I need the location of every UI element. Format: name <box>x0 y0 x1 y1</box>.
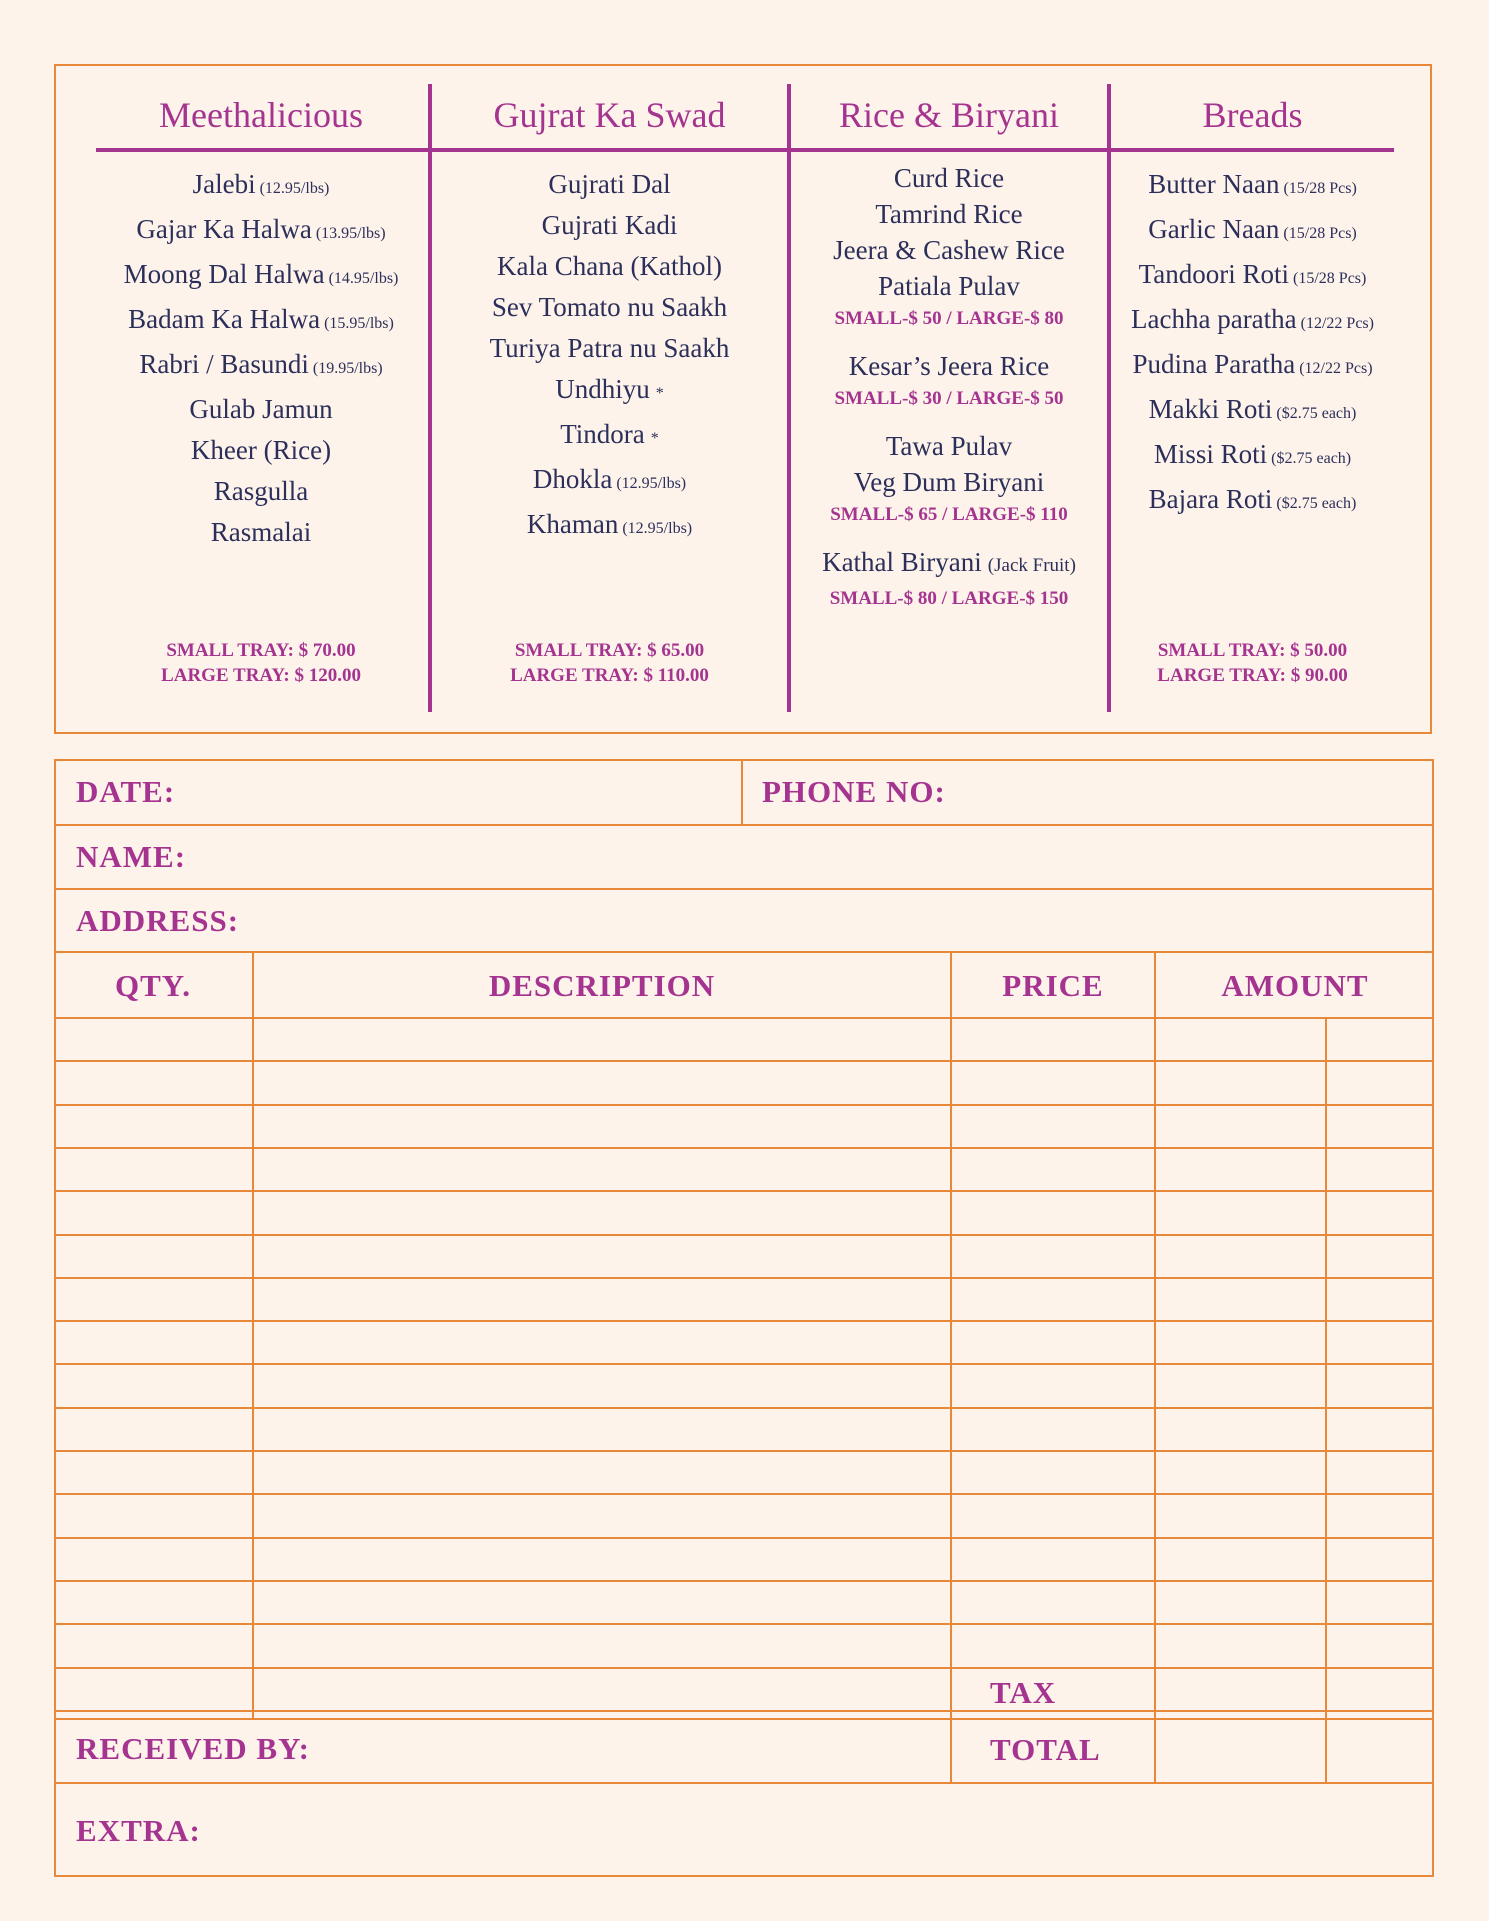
table-row-rule <box>54 1493 1434 1495</box>
menu-item <box>791 428 1107 464</box>
menu-item-name: Butter Naan <box>1148 169 1280 199</box>
menu-item-note: (19.95/lbs) <box>312 360 383 377</box>
small-tray-price: SMALL TRAY: $ 50.00 <box>1157 640 1348 661</box>
table-row-rule <box>54 1104 1434 1106</box>
column-title: Meethalicious <box>159 95 363 135</box>
menu-item-name: Gulab Jamun <box>189 394 333 424</box>
table-row-rule <box>54 1277 1434 1279</box>
large-tray-price: LARGE TRAY: $ 90.00 <box>1157 665 1348 686</box>
qty-divider <box>252 951 254 1719</box>
menu-item <box>1111 389 1394 434</box>
menu-item-name: Badam Ka Halwa <box>128 304 321 334</box>
table-row-rule <box>54 1580 1434 1582</box>
menu-item-name: Tandoori Roti <box>1138 259 1290 289</box>
menu-item <box>96 209 426 254</box>
table-row-rule <box>54 1407 1434 1409</box>
menu-item-name: Lachha paratha <box>1131 304 1297 334</box>
column-title: Rice & Biryani <box>839 95 1059 135</box>
menu-item <box>1111 164 1394 209</box>
gujrat-column <box>432 86 787 549</box>
menu-item-name: Curd Rice <box>893 163 1005 193</box>
price-divider <box>950 951 952 1783</box>
menu-item <box>96 254 426 299</box>
group-gap <box>791 530 1107 544</box>
menu-item-name: Khaman <box>526 509 619 539</box>
form-rule <box>54 824 1434 826</box>
description-header: DESCRIPTION <box>488 968 716 1003</box>
menu-item-name: Jalebi <box>192 169 256 199</box>
address-label: ADDRESS: <box>76 903 240 938</box>
menu-item-note: (Jack Fruit) <box>987 555 1076 576</box>
name-label: NAME: <box>76 839 187 874</box>
menu-item <box>1111 209 1394 254</box>
menu-item-note: (14.95/lbs) <box>328 270 399 287</box>
menu-item <box>96 299 426 344</box>
table-row-rule <box>54 1450 1434 1452</box>
item-list <box>96 164 426 553</box>
menu-item-name: Kala Chana (Kathol) <box>497 251 722 281</box>
date-label: DATE: <box>76 774 176 809</box>
menu-item-name: Gujrati Dal <box>548 169 671 199</box>
item-list <box>791 160 1107 614</box>
rice-column <box>791 86 1107 614</box>
meethalicious-column <box>96 86 426 553</box>
menu-item <box>1111 434 1394 479</box>
group-price: SMALL-$ 50 / LARGE-$ 80 <box>834 308 1064 329</box>
menu-item-name: Pudina Paratha <box>1132 349 1296 379</box>
group-gap <box>791 414 1107 428</box>
menu-item <box>791 160 1107 196</box>
menu-item-note: (12/22 Pcs) <box>1299 360 1373 377</box>
menu-item <box>96 512 426 553</box>
large-tray-price: LARGE TRAY: $ 120.00 <box>161 665 361 686</box>
menu-item-note: (15/28 Pcs) <box>1293 270 1367 287</box>
form-divider <box>741 759 743 825</box>
menu-item-note: (12.95/lbs) <box>622 520 693 537</box>
menu-item <box>432 504 787 549</box>
small-tray-price: SMALL TRAY: $ 70.00 <box>166 640 356 661</box>
amount-header: AMOUNT <box>1221 968 1369 1003</box>
menu-item-note: (12.95/lbs) <box>259 180 330 197</box>
menu-item <box>1111 254 1394 299</box>
menu-item-name: Rasmalai <box>210 517 312 547</box>
menu-item <box>96 471 426 512</box>
menu-item <box>432 164 787 205</box>
menu-item-name: Garlic Naan <box>1148 214 1280 244</box>
table-row-rule <box>54 1623 1434 1625</box>
menu-item-name: Tindora <box>560 419 645 449</box>
table-row-rule <box>54 1190 1434 1192</box>
menu-item-name: Gujrati Kadi <box>541 210 678 240</box>
menu-item-name: Gajar Ka Halwa <box>136 214 312 244</box>
table-row-rule <box>54 1320 1434 1322</box>
form-rule <box>54 1718 1434 1720</box>
menu-item <box>432 414 787 459</box>
amount-cents-divider <box>1325 1017 1327 1783</box>
form-rule <box>54 1017 1434 1019</box>
table-row-rule <box>54 1363 1434 1365</box>
menu-item-name: Jeera & Cashew Rice <box>833 235 1065 265</box>
qty-header: QTY. <box>114 968 192 1003</box>
menu-item-name: Kesar’s Jeera Rice <box>848 351 1050 381</box>
menu-item-name: Tamrind Rice <box>875 199 1023 229</box>
form-rule <box>54 888 1434 890</box>
item-list <box>432 164 787 549</box>
form-rule <box>54 951 1434 953</box>
menu-item-name: Makki Roti <box>1148 394 1273 424</box>
column-title: Breads <box>1202 95 1303 135</box>
menu-item <box>96 344 426 389</box>
menu-item-note: ($2.75 each) <box>1276 495 1357 512</box>
phone-label: PHONE NO: <box>762 774 946 809</box>
menu-item <box>432 205 787 246</box>
group-price: SMALL-$ 30 / LARGE-$ 50 <box>834 388 1064 409</box>
menu-item-name: Tawa Pulav <box>885 431 1013 461</box>
menu-item-name: Rabri / Basundi <box>139 349 309 379</box>
tax-label: TAX <box>990 1675 1057 1710</box>
menu-item-name: Rasgulla <box>213 476 309 506</box>
menu-item-note: (15/28 Pcs) <box>1283 180 1357 197</box>
column-title: Gujrat Ka Swad <box>493 95 726 135</box>
menu-item <box>432 287 787 328</box>
table-row-rule <box>54 1667 1434 1669</box>
menu-item <box>432 246 787 287</box>
menu-item-note: ($2.75 each) <box>1271 450 1352 467</box>
menu-item <box>96 430 426 471</box>
menu-item-note: (15/28 Pcs) <box>1283 225 1357 242</box>
menu-item-note: (12.95/lbs) <box>616 475 687 492</box>
menu-item <box>791 268 1107 304</box>
menu-item-name: Sev Tomato nu Saakh <box>491 292 728 322</box>
menu-item <box>432 369 787 414</box>
menu-item-name: Patiala Pulav <box>878 271 1020 301</box>
menu-item-name: Kheer (Rice) <box>190 435 332 465</box>
menu-item-name: Kathal Biryani <box>822 547 982 577</box>
menu-item-name: Missi Roti <box>1153 439 1268 469</box>
menu-item-name: Turiya Patra nu Saakh <box>489 333 730 363</box>
group-price: SMALL-$ 65 / LARGE-$ 110 <box>830 504 1068 525</box>
menu-item <box>432 459 787 504</box>
amount-divider <box>1154 951 1156 1783</box>
menu-item-name: Veg Dum Biryani <box>853 467 1045 497</box>
price-header: PRICE <box>1002 968 1104 1003</box>
table-row-rule <box>54 1060 1434 1062</box>
tray-prices <box>432 638 787 688</box>
menu-item-note: (12/22 Pcs) <box>1300 315 1374 332</box>
menu-item-note: (13.95/lbs) <box>315 225 386 242</box>
menu-item-name: Bajara Roti <box>1148 484 1273 514</box>
menu-item-name: Undhiyu <box>555 374 650 404</box>
breads-column <box>1111 86 1394 524</box>
menu-item <box>1111 479 1394 524</box>
menu-item-star: * <box>655 385 664 402</box>
menu-item <box>432 328 787 369</box>
menu-item-name: Moong Dal Halwa <box>123 259 325 289</box>
menu-item <box>96 164 426 209</box>
group-price: SMALL-$ 80 / LARGE-$ 150 <box>829 588 1069 609</box>
table-row-rule <box>54 1710 1434 1712</box>
large-tray-price: LARGE TRAY: $ 110.00 <box>510 665 709 686</box>
table-row-rule <box>54 1234 1434 1236</box>
extra-label: EXTRA: <box>76 1813 201 1848</box>
table-row-rule <box>54 1147 1434 1149</box>
tray-prices <box>96 638 426 688</box>
menu-item <box>791 196 1107 232</box>
menu-item <box>791 232 1107 268</box>
menu-item <box>791 348 1107 384</box>
menu-item <box>791 544 1107 584</box>
total-label: TOTAL <box>990 1732 1101 1767</box>
small-tray-price: SMALL TRAY: $ 65.00 <box>514 640 705 661</box>
form-rule <box>54 1782 1434 1784</box>
group-gap <box>791 334 1107 348</box>
menu-item-star: * <box>650 430 659 447</box>
menu-item <box>1111 344 1394 389</box>
item-list <box>1111 164 1394 524</box>
table-row-rule <box>54 1537 1434 1539</box>
menu-item <box>96 389 426 430</box>
menu-item-note: (15.95/lbs) <box>324 315 394 332</box>
menu-item-name: Dhokla <box>532 464 613 494</box>
menu-item <box>1111 299 1394 344</box>
menu-item <box>791 464 1107 500</box>
menu-box <box>54 64 1432 734</box>
received-by-label: RECEIVED BY: <box>76 1731 310 1766</box>
tray-prices <box>1111 638 1394 688</box>
menu-item-note: ($2.75 each) <box>1276 405 1357 422</box>
